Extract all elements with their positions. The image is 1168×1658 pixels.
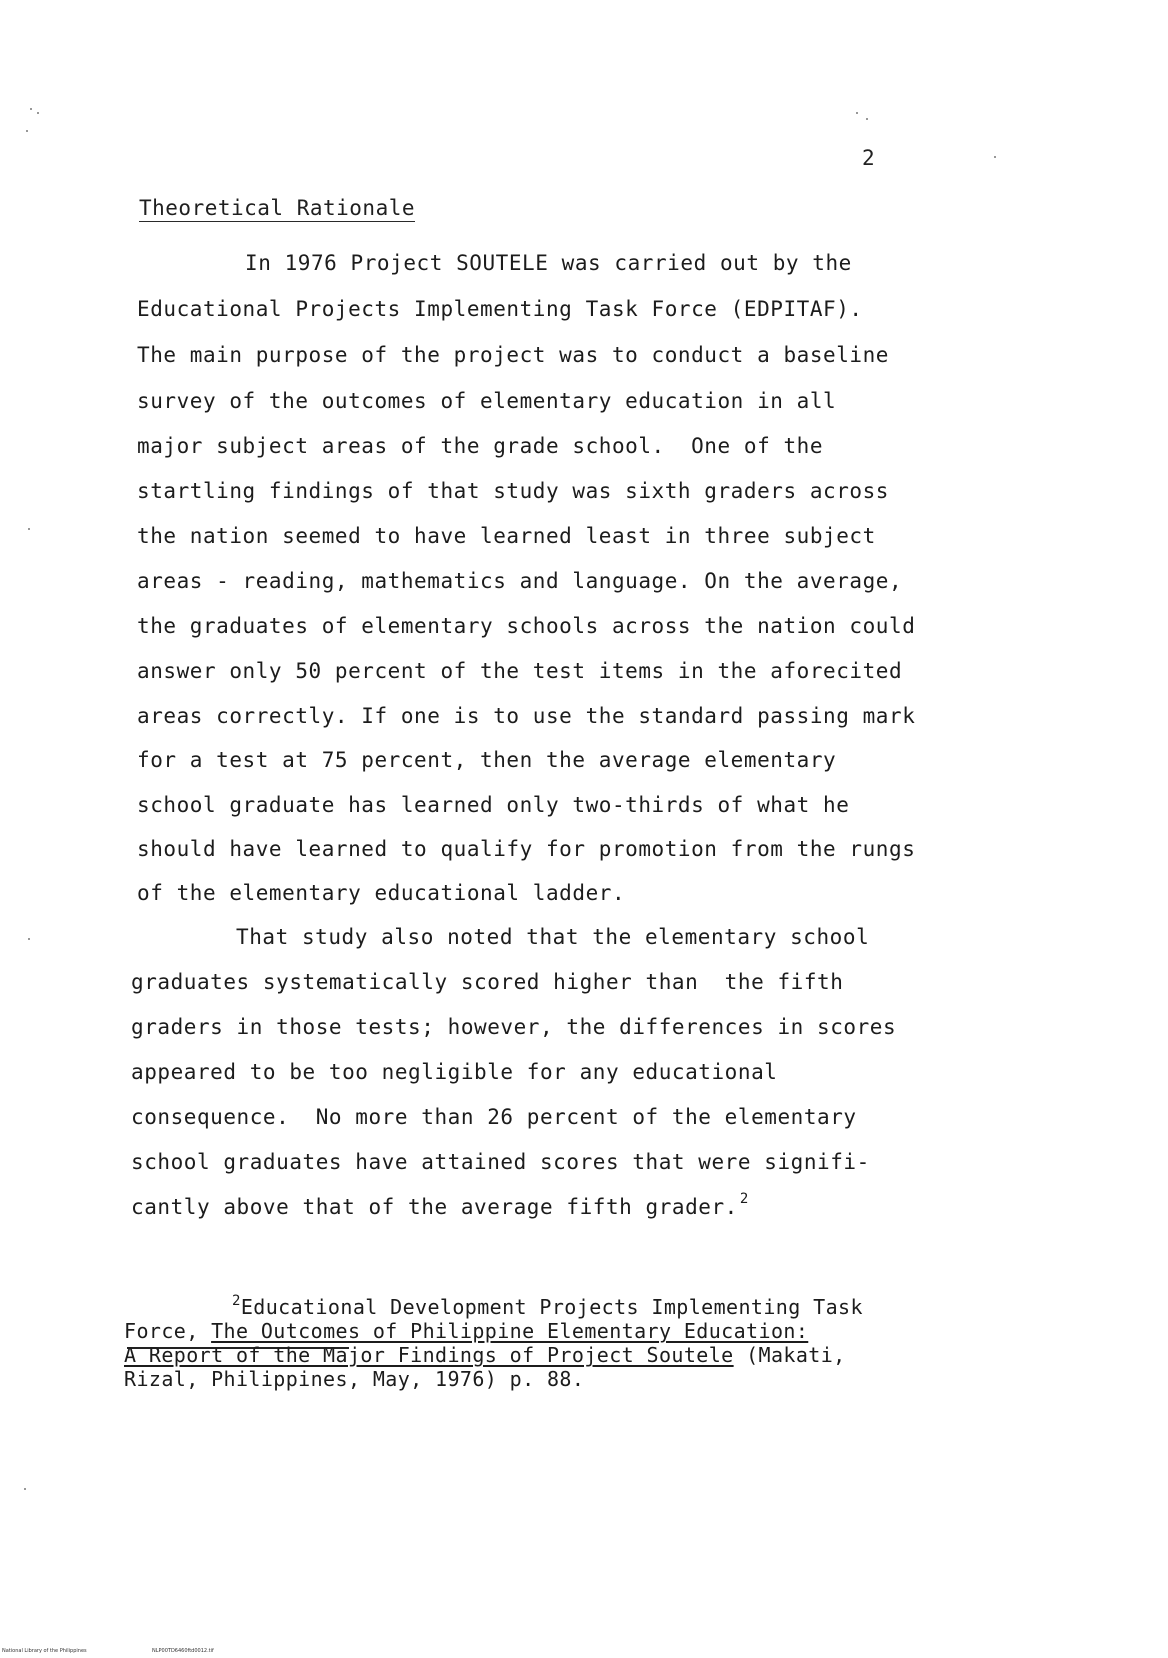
paragraph-line: school graduate has learned only two-thirds of what he bbox=[137, 793, 850, 817]
scan-speck bbox=[856, 112, 858, 114]
paragraph-line: graders in those tests; however, the differences in scores bbox=[131, 1015, 897, 1039]
scan-speck bbox=[24, 1488, 26, 1490]
paragraph-line: Educational Projects Implementing Task Force (EDPITAF). bbox=[137, 297, 863, 321]
footnote-marker: 2 bbox=[232, 1293, 241, 1309]
footnote-line bbox=[124, 1320, 808, 1342]
paragraph-line: graduates systematically scored higher than the fifth bbox=[131, 970, 844, 994]
scan-speck bbox=[26, 130, 28, 132]
page-number: 2 bbox=[862, 146, 875, 170]
scan-speck bbox=[30, 108, 32, 110]
paragraph-line: consequence. No more than 26 percent of the elementary bbox=[131, 1105, 857, 1129]
paragraph-line: answer only 50 percent of the test items in the aforecited bbox=[137, 659, 903, 683]
scan-speck bbox=[994, 156, 996, 158]
scan-speck bbox=[37, 112, 39, 114]
footnote-line bbox=[232, 1293, 863, 1321]
paragraph-last-line bbox=[131, 1191, 749, 1223]
footnote-text: Force, bbox=[124, 1319, 212, 1343]
paragraph-line: areas - reading, mathematics and language. On the average, bbox=[137, 569, 903, 593]
paragraph-line: of the elementary educational ladder. bbox=[137, 881, 626, 905]
scan-library-label: National Library of the Philippines bbox=[2, 1648, 87, 1654]
footnote-text: (Makati, bbox=[733, 1343, 846, 1367]
footnote-cited-title: A Report of the Major Findings of Project Soutele bbox=[124, 1343, 734, 1367]
section-heading: Theoretical Rationale bbox=[139, 196, 416, 220]
paragraph-line: appeared to be too negligible for any educational bbox=[131, 1060, 778, 1084]
footnote-line: Rizal, Philippines, May, 1976) p. 88. bbox=[124, 1367, 585, 1391]
paragraph-line: The main purpose of the project was to conduct a baseline bbox=[137, 343, 890, 367]
footnote-cited-title: The Outcomes of Philippine Elementary Education: bbox=[211, 1319, 809, 1343]
paragraph-line: startling findings of that study was sixth graders across bbox=[137, 479, 890, 503]
paragraph-line-text: cantly above that of the average fifth grader. bbox=[131, 1195, 738, 1219]
scan-speck bbox=[28, 528, 30, 530]
paragraph-line: should have learned to qualify for promotion from the rungs bbox=[137, 837, 916, 861]
scan-speck bbox=[28, 938, 30, 940]
paragraph-line: school graduates have attained scores that were signifi- bbox=[131, 1150, 870, 1174]
footnote-text: Educational Development Projects Implementing Task bbox=[240, 1295, 863, 1319]
footnote-line bbox=[124, 1344, 846, 1366]
scan-file-name: NLP00TD6460ftd0012.tif bbox=[152, 1648, 214, 1654]
paragraph-line: the nation seemed to have learned least in three subject bbox=[137, 524, 876, 548]
paragraph-line: for a test at 75 percent, then the average elementary bbox=[137, 748, 837, 772]
footnote-reference: 2 bbox=[739, 1191, 749, 1207]
paragraph-line: major subject areas of the grade school. One of the bbox=[137, 434, 824, 458]
paragraph-line: In 1976 Project SOUTELE was carried out by the bbox=[245, 251, 852, 275]
scan-speck bbox=[866, 118, 868, 120]
paragraph-line: That study also noted that the elementary school bbox=[236, 925, 870, 949]
paragraph-line: survey of the outcomes of elementary education in all bbox=[137, 389, 837, 413]
paragraph-line: the graduates of elementary schools across the nation could bbox=[137, 614, 916, 638]
paragraph-line: areas correctly. If one is to use the standard passing mark bbox=[137, 704, 916, 728]
